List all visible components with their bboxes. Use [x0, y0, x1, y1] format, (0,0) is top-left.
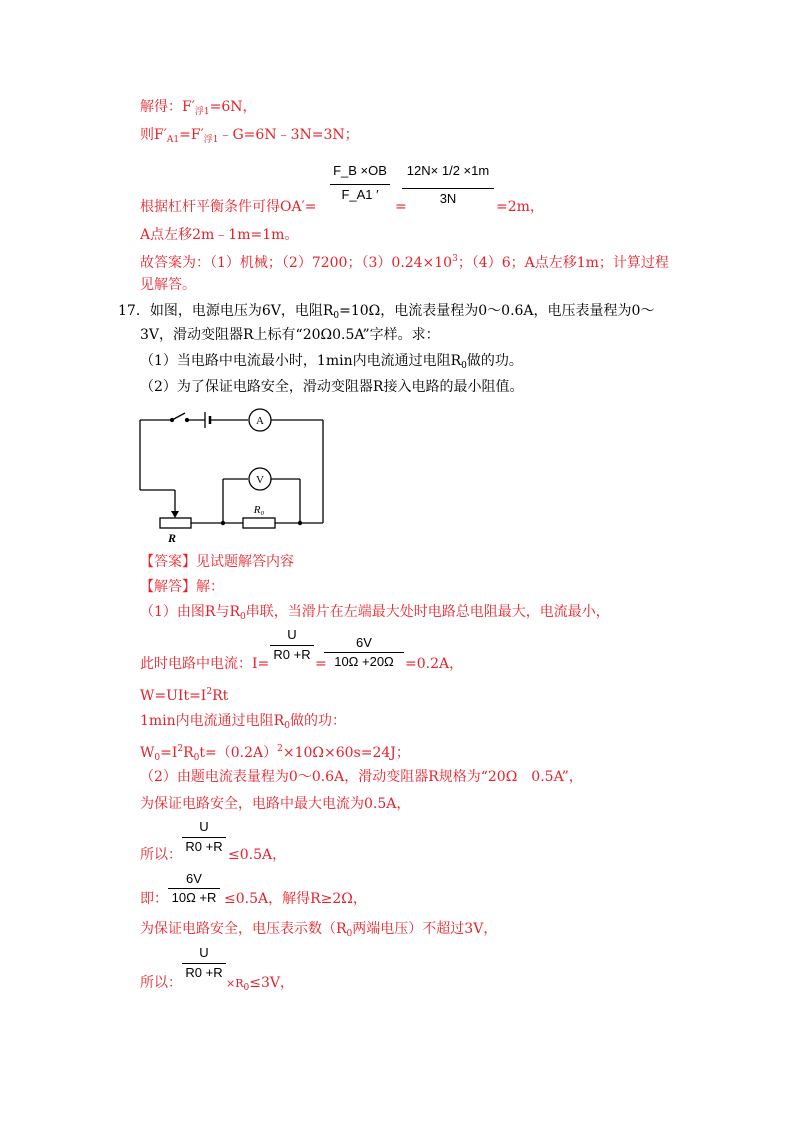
fraction-current-symbolic — [270, 628, 314, 674]
question-17-line-2: 3V，滑动变阻器R上标有“20Ω0.5A”字样。求： — [140, 327, 440, 343]
voltmeter-label: V — [256, 474, 264, 486]
fraction-oa-symbolic — [330, 160, 390, 220]
answer-summary-line-1: 故答案为：（1）机械；（2）7200；$(3)0.24\times 10^3$；（4）6；A点左移1m；计算过程 — [140, 254, 669, 271]
fraction-denominator: 10Ω +R — [171, 890, 217, 905]
current-formula-result: =0.2A， — [405, 656, 464, 672]
solution-line-1: 解得：$F'_{浮1}=6N$， — [140, 99, 257, 117]
rheostat-label: R — [167, 531, 177, 545]
solution-step-2: （2）由题电流表量程为0～0.6A，滑动变阻器R规格为“20Ω 0.5A”， — [140, 769, 583, 785]
fraction-current-numeric — [324, 636, 404, 676]
solution-line-2: 则$F'_{A1}=F'_{浮1}﹣G=6N﹣3N=3N$； — [140, 127, 359, 145]
fraction-oa-numeric — [402, 160, 494, 220]
r0-label: R₀ — [253, 504, 265, 516]
work-formula: $W=UIt=I^2Rt$ — [140, 687, 229, 704]
voltage-limit-line: 为保证电路安全，电压表示数（$R_0$两端电压）不超过3V， — [140, 921, 498, 939]
circuit-diagram — [130, 405, 330, 545]
question-17-line-1: 17．如图，电源电压为6V，电阻$R_0=10\Omega$，电流表量程为0～0.6A，电压表量程为0～ — [118, 303, 655, 321]
fraction-denominator: R0 +R — [273, 647, 311, 662]
ammeter-label: A — [256, 415, 264, 427]
question-17-part-2: （2）为了保证电路安全，滑动变阻器R接入电路的最小阻值。 — [140, 379, 524, 395]
fraction-denominator: R0 +R — [185, 965, 223, 980]
solution-tag-line: 【解答】解： — [140, 579, 224, 595]
fraction-numerator: 6V — [186, 871, 202, 886]
answer-summary-line-2: 见解答。 — [140, 277, 196, 293]
solution-line-3-result: =2m， — [496, 199, 544, 215]
fraction-bar — [402, 188, 494, 189]
fraction-bar — [270, 645, 314, 646]
solution-line-4: A点左移2m﹣1m=1m。 — [140, 227, 299, 243]
answer-tag: 【答案】 — [140, 554, 196, 570]
fraction-denominator: R0 +R — [185, 839, 223, 854]
fraction-denominator: F_A1 ′ — [341, 187, 379, 202]
solution-line-3-prefix: 根据杠杆平衡条件可得OA′= — [140, 199, 317, 215]
current-formula-prefix: 此时电路中电流：I= — [140, 656, 270, 672]
junction-dot — [298, 521, 302, 525]
answer-tag-line: 【答案】见试题解答内容 — [140, 554, 294, 570]
current-formula-eq: = — [315, 656, 327, 672]
fraction-numerator: 6V — [356, 635, 372, 650]
fraction-bar — [168, 888, 220, 889]
fraction-numerator: U — [199, 819, 209, 834]
max-current-line: 为保证电路安全，电路中最大电流为0.5A， — [140, 796, 411, 812]
junction-dot — [221, 521, 225, 525]
fraction-bar — [182, 837, 226, 838]
fraction-bar — [324, 652, 404, 653]
inequality-line-2: 即： ≤0.5A，解得R≥2Ω， — [140, 891, 367, 907]
solution-step-1: （1）由图R与$R_0$串联，当滑片在左端最大处时电路总电阻最大，电流最小， — [140, 604, 610, 622]
work-description: 1min内电流通过电阻$R_0$做的功： — [140, 713, 346, 731]
work-calculation: $W_0=I^2R_0t=(0.2A)^2\times 10\Omega\times 60s=24J$； — [140, 744, 410, 763]
fraction-denominator: 10Ω +20Ω — [334, 654, 394, 669]
slider-arrow-icon — [171, 511, 179, 518]
fraction-numerator: U — [199, 945, 209, 960]
inequality-line-1: 所以： ≤0.5A， — [140, 847, 287, 863]
fraction-bar — [330, 184, 390, 185]
fraction-numerator: U — [287, 627, 297, 642]
fraction-denominator: 3N — [439, 191, 457, 206]
solution-line-3-eq: = — [395, 199, 407, 215]
question-17-part-1: （1）当电路中电流最小时，1min内电流通过电阻$R_0$做的功。 — [140, 353, 523, 371]
fraction-bar — [182, 963, 226, 964]
fraction-numerator: F_B ×OB — [333, 163, 387, 178]
inequality-line-3: 所以： $\times R_0\le 3V$， — [140, 975, 294, 993]
fraction-numerator: 12N× 1/2 ×1m — [406, 163, 490, 178]
solution-tag: 【解答】 — [140, 579, 196, 595]
